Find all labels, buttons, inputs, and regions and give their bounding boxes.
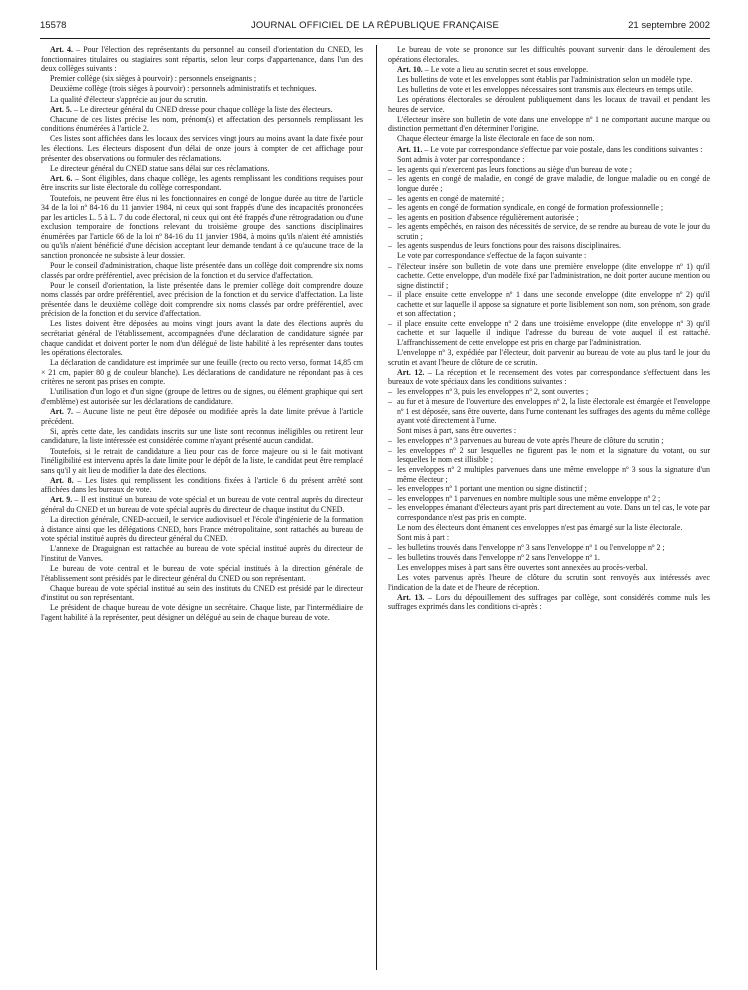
paragraph: La direction générale, CNED-accueil, le service audiovisuel et l'école d'ingénierie de la formation à distance ainsi que les délégations CNED, hors France métropolitaine, sont rattachés au bureau de vote spécial institué auprès du directeur général du CNED. xyxy=(41,515,363,544)
paragraph: Premier collège (six sièges à pourvoir) : personnels enseignants ; xyxy=(50,74,257,84)
paragraph: Les enveloppes mises à part sans être ouvertes sont annexées au procès-verbal. xyxy=(397,562,648,572)
list-item: – au fur et à mesure de l'ouverture des enveloppes nº 2, la liste électorale est émargée et l'enveloppe nº 1 est déposée, sans être ouverte, dans l'urne contenant les suffrages des agents du même collège ayant voté directement à l'urne. xyxy=(388,397,710,426)
article-4-number: Art. 4. xyxy=(50,45,73,54)
article-9-paragraph: Art. 9. – Il est institué un bureau de vote spécial et un bureau de vote central auprès du directeur général du CNED et un bureau de vote spécial auprès du directeur de chaque institut du CNED. xyxy=(41,495,363,514)
list-item: – les enveloppes émanant d'électeurs ayant pris part directement au vote. Dans un tel cas, le vote par correspondance n'est pas pris en compte. xyxy=(388,503,710,522)
article-5-paragraph: Art. 5. – Le directeur général du CNED dresse pour chaque collège la liste des électeurs. xyxy=(50,104,333,114)
paragraph: Les opérations électorales se déroulent publiquement dans les locaux de travail et pendant les heures de service. xyxy=(388,95,710,114)
list-item: – les enveloppes nº 3 parvenues au bureau de vote après l'heure de clôture du scrutin ; xyxy=(388,436,710,446)
list-item: – les enveloppes nº 1 parvenues en nombre multiple sous une même enveloppe nº 2 ; xyxy=(388,494,710,504)
voting-procedure-list xyxy=(388,262,710,348)
list-item: – les bulletins trouvés dans l'enveloppe nº 3 sans l'enveloppe nº 1 ou l'enveloppe nº 2 ; xyxy=(388,543,710,553)
list-item: – les enveloppes nº 2 sur lesquelles ne figurent pas le nom et la signature du votant, ou sur lesquelles le nom est illisible ; xyxy=(388,446,710,465)
eligible-voters-list xyxy=(388,165,710,251)
paragraph: Sont admis à voter par correspondance : xyxy=(397,154,525,164)
article-10-number: Art. 10. xyxy=(397,64,423,74)
list-item: – les agents empêchés, en raison des nécessités de service, de se rendre au bureau de vote le jour du scrutin ; xyxy=(388,222,710,241)
paragraph: Les listes doivent être déposées au moins vingt jours avant la date des élections auprès du secrétariat général de l'établissement, accompagnées d'une déclaration de candidature signée par chaque candidat et doivent porter le nom d'un délégué de liste habilité à les représenter dans toutes les opérations électorales. xyxy=(41,319,363,358)
list-item: – les bulletins trouvés dans l'enveloppe nº 2 sans l'enveloppe nº 1. xyxy=(388,553,710,563)
paragraph: Chacune de ces listes précise les nom, prénom(s) et affectation des personnels remplissant les conditions énumérées à l'article 2. xyxy=(41,114,363,134)
article-12-number: Art. 12. xyxy=(397,367,425,377)
paragraph: L'annexe de Draguignan est rattachée au bureau de vote spécial institué auprès du directeur de l'institut de Vanves. xyxy=(41,544,363,563)
page-header xyxy=(40,20,710,34)
article-4-paragraph: Art. 4. – Pour l'élection des représentants du personnel au conseil d'orientation du CNED, les fonctionnaires titulaires ou stagiaires sont répartis, selon leur corps d'appartenance, dans l'un des deux collèges suivants : xyxy=(41,45,363,74)
article-6-number: Art. 6. xyxy=(50,173,73,183)
article-13-number: Art. 13. xyxy=(397,592,425,602)
article-7-number: Art. 7. xyxy=(50,407,74,417)
set-aside-envelopes-list xyxy=(388,436,710,522)
paragraph: L'électeur insère son bulletin de vote dans une enveloppe nº 1 ne comportant aucune marque ou distinction permettant d'en déterminer l'origine. xyxy=(388,114,710,134)
paragraph: Les bulletins de vote et les enveloppes sont établis par l'administration selon un modèle type. xyxy=(397,74,693,84)
list-item: – les agents qui n'exercent pas leurs fonctions au siège d'un bureau de vote ; xyxy=(388,165,710,175)
paragraph: Les bulletins de vote et les enveloppes nécessaires sont transmis aux électeurs en temps utile. xyxy=(397,84,694,94)
paragraph: Pour le conseil d'administration, chaque liste présentée dans un collège doit comprendre six noms classés par ordre préférentiel, avec précision de la fonction et du service d'affectation. xyxy=(41,260,363,280)
article-10-paragraph: Art. 10. – Le vote a lieu au scrutin secret et sous enveloppe. xyxy=(397,64,589,74)
article-8-number: Art. 8. xyxy=(50,475,74,485)
paragraph: Toutefois, si le retrait de candidature a lieu pour cas de force majeure ou si le fait motivant l'inéligibilité est intervenu après la date limite pour le dépôt de la liste, le candidat peut être remplacé sans qu'il y ait lieu de modifier la date des élections. xyxy=(41,446,363,475)
paragraph: La déclaration de candidature est imprimée sur une feuille (recto ou recto verso, format 14,85 cm × 21 cm, papier 80 g de couleur blanche). Les déclarations de candidature ne répondant pas à ces critères ne seront pas prises en compte. xyxy=(41,358,363,387)
list-item: – il place ensuite cette enveloppe nº 1 dans une seconde enveloppe (dite enveloppe nº 2) qu'il cachette et sur laquelle il appose sa signature et porte lisiblement son nom, son prénom, son grade et son affectation ; xyxy=(388,290,710,319)
list-item: – il place ensuite cette enveloppe nº 2 dans une troisième enveloppe (dite enveloppe nº 3) qu'il cachette et sur laquelle il indique l'adresse du bureau de vote auquel il est rattaché. L'affranchissement de cette enveloppe est pris en charge par l'administration. xyxy=(388,319,710,348)
list-item: – les enveloppes nº 2 multiples parvenues dans une même enveloppe nº 3 sous la signature d'un même électeur ; xyxy=(388,465,710,484)
publication-date: 21 septembre 2002 xyxy=(628,20,710,31)
article-7-paragraph: Art. 7. – Aucune liste ne peut être déposée ou modifiée après la date limite prévue à l'article précédent. xyxy=(41,407,363,426)
paragraph: Chaque électeur émarge la liste électorale en face de son nom. xyxy=(397,134,595,144)
paragraph: Pour le conseil d'orientation, la liste présentée dans le premier collège doit comprendre douze noms classés par ordre préférentiel, avec précision de la fonction et du service d'affectation. La liste présentée dans le deuxième collège doit comprendre six noms classés par ordre préférentiel, avec précision de la fonction et du service d'affectation. xyxy=(41,280,363,319)
journal-title: JOURNAL OFFICIEL DE LA RÉPUBLIQUE FRANÇAISE xyxy=(250,20,500,31)
list-item: – les agents suspendus de leurs fonctions pour des raisons disciplinaires. xyxy=(388,241,710,251)
paragraph: Le bureau de vote central et le bureau de vote spécial institués à la direction générale de l'établissement sont présidés par le directeur général du CNED ou son représentant. xyxy=(41,564,363,583)
paragraph: Le bureau de vote se prononce sur les difficultés pouvant survenir dans le déroulement des opérations électorales. xyxy=(388,45,710,64)
article-13-paragraph: Art. 13. – Lors du dépouillement des suffrages par collège, sont considérés comme nuls les suffrages exprimés dans les conditions ci-après : xyxy=(388,592,710,612)
paragraph: Le président de chaque bureau de vote désigne un secrétaire. Chaque liste, par l'intermédiaire de l'agent habilité à la représenter, peut désigner un délégué au sein de chaque bureau de vote. xyxy=(41,603,363,622)
article-11-paragraph: Art. 11. – Le vote par correspondance s'effectue par voie postale, dans les conditions suivantes : xyxy=(397,144,703,154)
paragraph: Les votes parvenus après l'heure de clôture du scrutin sont renvoyés aux intéressés avec l'indication de la date et de l'heure de réception. xyxy=(388,573,710,592)
left-column xyxy=(41,45,363,975)
paragraph: L'enveloppe nº 3, expédiée par l'électeur, doit parvenir au bureau de vote au plus tard le jour du scrutin et avant l'heure de clôture de ce scrutin. xyxy=(388,348,710,367)
list-item: – l'électeur insère son bulletin de vote dans une première enveloppe (dite enveloppe nº 1) qu'il cachette. Cette enveloppe, d'un modèle fixé par l'administration, ne doit porter aucune mention ou signe distinctif ; xyxy=(388,262,710,291)
reception-conditions-list xyxy=(388,387,710,425)
paragraph: Sont mises à part, sans être ouvertes : xyxy=(397,426,517,436)
paragraph: Deuxième collège (trois sièges à pourvoir) : personnels administratifs et techniques. xyxy=(50,84,317,94)
article-8-paragraph: Art. 8. – Les listes qui remplissent les conditions fixées à l'article 6 du présent arrêté sont affichées dans les bureaux de vote. xyxy=(41,475,363,495)
list-item: – les agents en congé de maladie, en congé de grave maladie, de longue maladie ou en congé de longue durée ; xyxy=(388,174,710,193)
right-column xyxy=(388,45,710,975)
article-12-paragraph: Art. 12. – La réception et le recensement des votes par correspondance s'effectuent dans les bureaux de vote spéciaux dans les conditions suivantes : xyxy=(388,367,710,387)
paragraph: La qualité d'électeur s'apprécie au jour du scrutin. xyxy=(50,94,208,104)
list-item: – les agents en congé de formation syndicale, en congé de formation professionnelle ; xyxy=(388,203,710,213)
set-aside-ballots-list xyxy=(388,543,710,562)
column-divider xyxy=(376,45,377,970)
page-number: 15578 xyxy=(40,20,67,31)
header-rule xyxy=(40,38,710,39)
paragraph: Si, après cette date, les candidats inscrits sur une liste sont reconnus inéligibles ou retirent leur candidature, la liste intéressée est considérée comme n'ayant présenté aucun candidat. xyxy=(41,426,363,446)
paragraph: Le vote par correspondance s'effectue de la façon suivante : xyxy=(397,251,587,261)
paragraph: Le nom des électeurs dont émanent ces enveloppes n'est pas émargé sur la liste électorale. xyxy=(397,522,683,532)
list-item: – les enveloppes nº 1 portant une mention ou signe distinctif ; xyxy=(388,484,710,494)
article-9-number: Art. 9. xyxy=(50,495,73,505)
article-6-paragraph: Art. 6. – Sont éligibles, dans chaque collège, les agents remplissant les conditions requises pour être inscrits sur liste électorale du collège correspondant. xyxy=(41,173,363,193)
paragraph: Le directeur général du CNED statue sans délai sur ces réclamations. xyxy=(50,163,270,173)
list-item: – les agents en congé de maternité ; xyxy=(388,194,710,204)
paragraph: Ces listes sont affichées dans les locaux des services vingt jours au moins avant la date fixée pour les élections. Les électeurs disposent d'un délai de onze jours à compter de cet affichage pour présenter des observations ou formuler des réclamations. xyxy=(41,134,363,163)
paragraph: Toutefois, ne peuvent être élus ni les fonctionnaires en congé de longue durée au titre de l'article 34 de la loi nº 84-16 du 11 janvier 1984, ni ceux qui sont frappés d'une des incapacités prononcées par les articles L. 5 à L. 7 du code électoral, ni ceux qui ont été frappés d'une rétrogradation ou d'une exclusion temporaire de fonctions relevant du troisième groupe des sanctions disciplinaires énumérées par l'article 66 de la loi nº 84-16 du 11 janvier 1984, à moins qu'ils n'aient été amnistiés ou qu'ils n'aient bénéficié d'une décision acceptant leur demande tendant à ce qu'aucune trace de la sanction prononcée ne subsiste à leur dossier. xyxy=(41,193,363,260)
list-item: – les enveloppes nº 3, puis les enveloppes nº 2, sont ouvertes ; xyxy=(388,387,710,397)
paragraph: Chaque bureau de vote spécial institué au sein des instituts du CNED est présidé par le directeur d'institut ou son représentant. xyxy=(41,583,363,603)
article-5-number: Art. 5. xyxy=(50,104,72,114)
paragraph: L'utilisation d'un logo et d'un signe (groupe de lettres ou de signes, ou élément graphique qui sert d'emblème) est autorisée sur les déclarations de candidature. xyxy=(41,387,363,406)
paragraph: Sont mis à part : xyxy=(397,533,450,543)
list-item: – les agents en position d'absence régulièrement autorisée ; xyxy=(388,213,710,223)
article-11-number: Art. 11. xyxy=(397,144,423,154)
